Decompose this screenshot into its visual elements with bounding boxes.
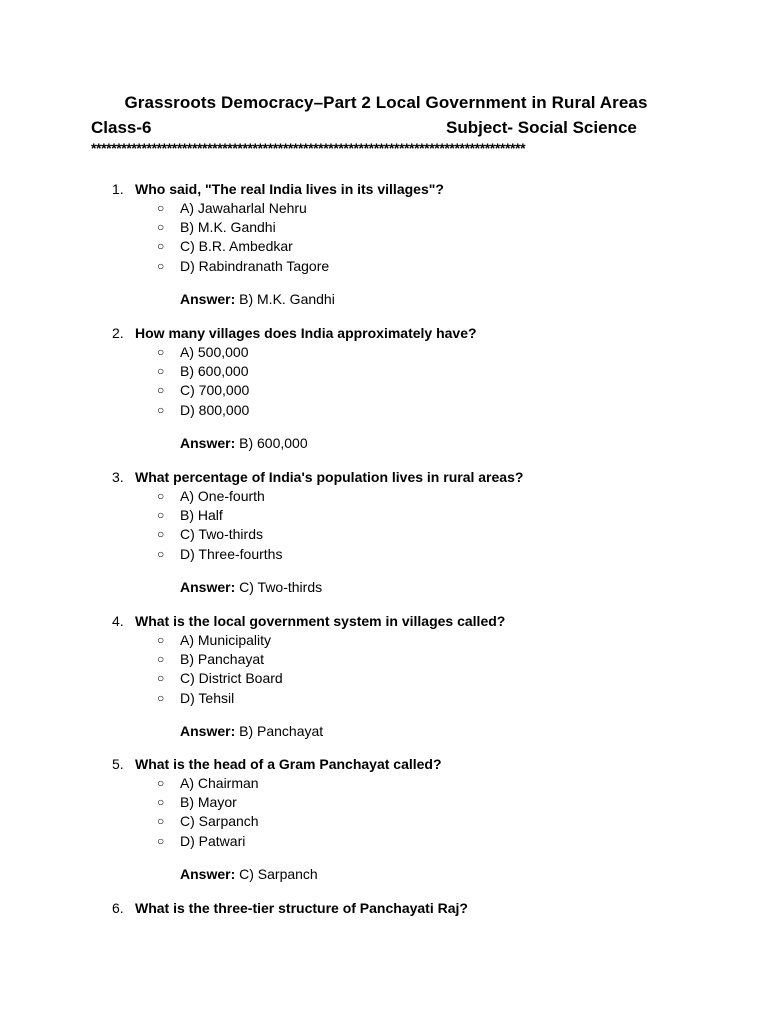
answer-value: C) Two-thirds: [235, 579, 323, 595]
option-text: D) Tehsil: [180, 689, 235, 706]
hollow-circle-bullet-icon: ○: [157, 508, 165, 523]
option-text: D) Three-fourths: [180, 545, 283, 562]
question-number: 1.: [112, 181, 124, 197]
option-text: B) Mayor: [180, 794, 237, 811]
option-text: D) Patwari: [180, 832, 246, 849]
option-text: A) Chairman: [180, 775, 259, 791]
answer-line: [180, 578, 322, 596]
option-text: C) 700,000: [180, 382, 250, 399]
hollow-circle-bullet-icon: ○: [157, 814, 165, 829]
option-text: A) Jawaharlal Nehru: [180, 200, 307, 216]
hollow-circle-bullet-icon: ○: [157, 364, 165, 379]
question-text: What percentage of India's population lives in rural areas?: [135, 469, 524, 485]
question-text: Who said, "The real India lives in its villages"?: [135, 181, 444, 197]
hollow-circle-bullet-icon: ○: [157, 633, 165, 647]
option-text: A) Municipality: [180, 632, 272, 648]
answer-label: Answer:: [180, 579, 236, 595]
question-number: 3.: [112, 469, 124, 485]
answer-value: B) 600,000: [235, 435, 308, 451]
option-text: C) Sarpanch: [180, 813, 259, 830]
class-label: Class-6: [91, 118, 152, 137]
answer-label: Answer:: [180, 723, 236, 739]
question-text: How many villages does India approximately have?: [135, 325, 477, 341]
question-text: What is the three-tier structure of Panchayati Raj?: [135, 900, 468, 916]
document-title: Grassroots Democracy–Part 2 Local Government in Rural Areas: [124, 93, 648, 112]
hollow-circle-bullet-icon: ○: [157, 402, 165, 417]
option-text: D) 800,000: [180, 401, 250, 418]
option-text: B) M.K. Gandhi: [180, 219, 276, 236]
hollow-circle-bullet-icon: ○: [157, 258, 165, 273]
hollow-circle-bullet-icon: ○: [157, 383, 165, 398]
option-text: C) Two-thirds: [180, 526, 263, 543]
answer-line: [180, 434, 308, 452]
answer-line: [180, 290, 335, 308]
answer-value: B) M.K. Gandhi: [235, 291, 335, 307]
question-number: 4.: [112, 613, 124, 629]
hollow-circle-bullet-icon: ○: [157, 220, 165, 235]
hollow-circle-bullet-icon: ○: [157, 833, 165, 848]
hollow-circle-bullet-icon: ○: [157, 671, 165, 686]
answer-value: B) Panchayat: [235, 723, 324, 739]
hollow-circle-bullet-icon: ○: [157, 776, 165, 790]
hollow-circle-bullet-icon: ○: [157, 652, 165, 667]
question-number: 2.: [112, 325, 124, 341]
hollow-circle-bullet-icon: ○: [157, 527, 165, 542]
question-number: 5.: [112, 756, 124, 772]
answer-label: Answer:: [180, 435, 236, 451]
option-text: B) Panchayat: [180, 651, 265, 668]
option-text: D) Rabindranath Tagore: [180, 257, 330, 274]
question-text: What is the head of a Gram Panchayat called?: [135, 756, 442, 772]
question-number: 6.: [112, 900, 124, 916]
answer-value: C) Sarpanch: [235, 866, 318, 882]
option-text: B) Half: [180, 507, 223, 524]
star-separator: **************************************************************************************: [91, 140, 526, 156]
hollow-circle-bullet-icon: ○: [157, 795, 165, 810]
option-text: C) B.R. Ambedkar: [180, 238, 293, 255]
answer-label: Answer:: [180, 866, 236, 882]
answer-label: Answer:: [180, 291, 236, 307]
hollow-circle-bullet-icon: ○: [157, 201, 165, 215]
option-text: A) 500,000: [180, 344, 249, 360]
answer-line: [180, 865, 318, 883]
hollow-circle-bullet-icon: ○: [157, 239, 165, 254]
question-text: What is the local government system in villages called?: [135, 613, 506, 629]
subject-label: Subject- Social Science: [446, 118, 637, 137]
option-text: C) District Board: [180, 670, 283, 687]
hollow-circle-bullet-icon: ○: [157, 546, 165, 561]
hollow-circle-bullet-icon: ○: [157, 690, 165, 705]
hollow-circle-bullet-icon: ○: [157, 345, 165, 359]
answer-line: [180, 722, 323, 740]
option-text: B) 600,000: [180, 363, 249, 380]
hollow-circle-bullet-icon: ○: [157, 489, 165, 503]
option-text: A) One-fourth: [180, 488, 265, 504]
